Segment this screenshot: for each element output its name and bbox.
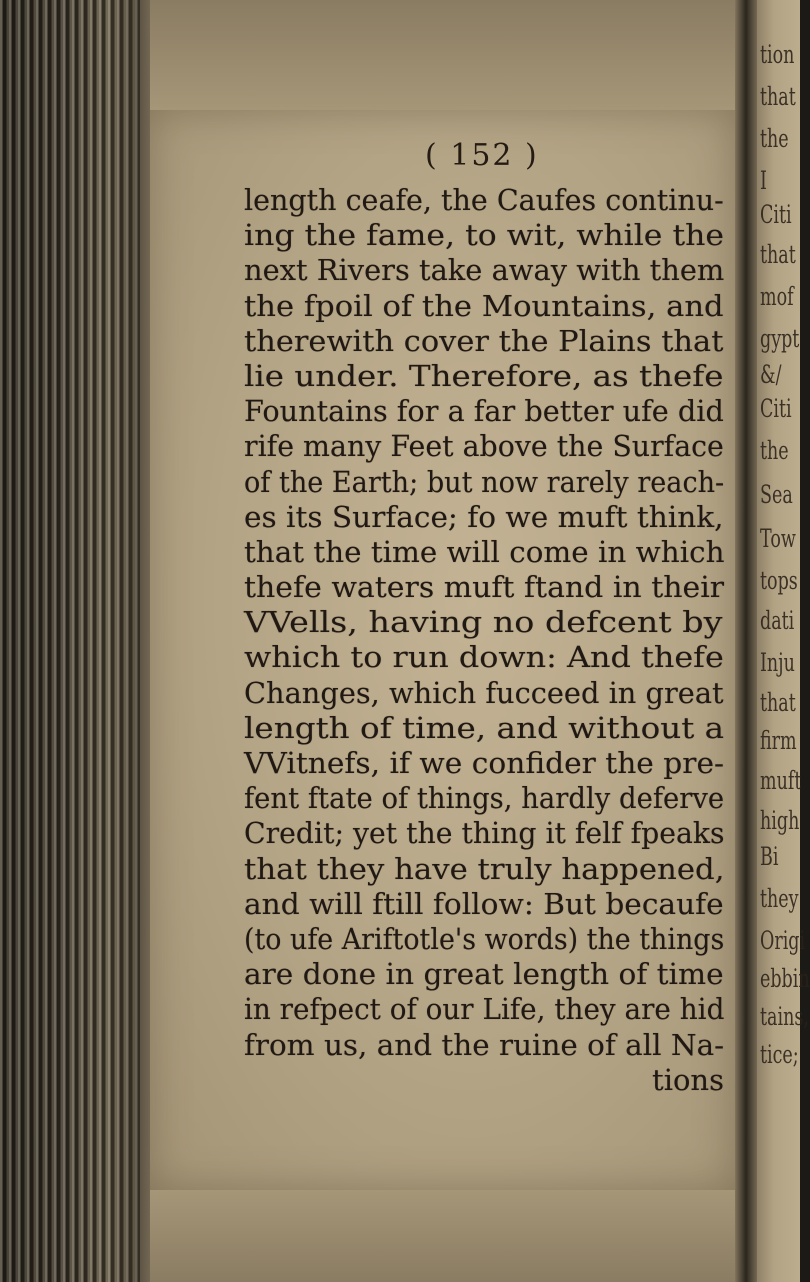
facing-page-fragment: Citi: [760, 394, 792, 423]
facing-page-fragment: that: [760, 82, 796, 111]
facing-page-fragment: that: [760, 688, 796, 717]
text-line: that the time will come in which: [244, 534, 725, 569]
text-line: (to ufe Ariftotle's words) the things: [244, 921, 725, 956]
facing-page-fragment: the: [760, 436, 789, 465]
facing-page-fragment: ebbin: [760, 964, 810, 993]
facing-page-fragment: muft: [760, 766, 802, 795]
facing-page-fragment: tice;: [760, 1040, 799, 1069]
facing-page-fragment: the: [760, 124, 789, 153]
text-line: and will ftill follow: But becaufe: [244, 886, 724, 921]
text-line: length of time, and without a: [244, 710, 725, 745]
facing-page-fragment: Origi: [760, 926, 806, 955]
page-bottom-margin: [150, 1190, 735, 1282]
facing-page-fragment: that: [760, 240, 796, 269]
text-line: Credit; yet the thing it felf fpeaks: [244, 816, 725, 851]
text-line: lie under. Therefore, as thefe: [244, 358, 724, 393]
facing-page-fragment: tion: [760, 40, 795, 69]
text-line: next Rivers take away with them: [244, 253, 725, 288]
text-line: Fountains for a far better ufe did: [244, 394, 724, 429]
facing-page-fragment: Tow: [760, 524, 796, 553]
facing-page-fragment: they: [760, 884, 799, 913]
facing-page-fragment: tains,: [760, 1002, 809, 1031]
facing-page-fragment: gypt: [760, 324, 800, 353]
text-line: VVitnefs, if we confider the pre-: [244, 746, 725, 780]
facing-page-fragment: firm: [760, 726, 797, 755]
body-text: [244, 183, 724, 1098]
book-spine-gutter: [735, 0, 757, 1282]
facing-page-fragment: Sea: [760, 480, 793, 509]
facing-page-fragment: mof: [760, 282, 794, 311]
text-line: which to run down: And thefe: [244, 640, 724, 675]
text-line: of the Earth; but now rarely reach-: [244, 464, 725, 499]
text-line: from us, and the ruine of all Na-: [244, 1027, 725, 1062]
facing-page-fragment: Inju: [760, 648, 795, 677]
text-line: rife many Feet above the Surface: [244, 429, 724, 464]
text-line: ing the fame, to wit, while the: [244, 218, 725, 253]
text-line: in refpect of our Life, they are hid: [244, 992, 725, 1027]
text-line: VVells, having no defcent by: [244, 605, 723, 640]
text-line: fent ftate of things, hardly deferve: [244, 781, 725, 816]
facing-page: [757, 0, 810, 1282]
text-line: length ceafe, the Caufes continu-: [244, 183, 724, 217]
page-number-heading: ( 152 ): [425, 138, 539, 173]
text-line: therewith cover the Plains that: [244, 323, 724, 358]
facing-page-fragment: tops: [760, 566, 798, 595]
text-line: the fpoil of the Mountains, and: [244, 288, 724, 323]
facing-page-fragment: high: [760, 806, 800, 835]
facing-page-fragment: I: [760, 166, 767, 195]
text-line: Changes, which fucceed in great: [244, 675, 724, 710]
facing-page-fragment: Bi: [760, 842, 779, 871]
text-line: es its Surface; fo we muft think,: [244, 499, 724, 534]
facing-page-fragment: dati: [760, 606, 795, 635]
text-line: thefe waters muft ftand in their: [244, 570, 725, 605]
text-line: are done in great length of time: [244, 957, 724, 992]
text-line: that they have truly happened,: [244, 851, 725, 886]
page-top-margin: [150, 0, 735, 110]
facing-page-fragment: &/: [760, 360, 782, 389]
catchword: tions: [652, 1062, 724, 1097]
facing-page-fragment: Citi: [760, 200, 792, 229]
